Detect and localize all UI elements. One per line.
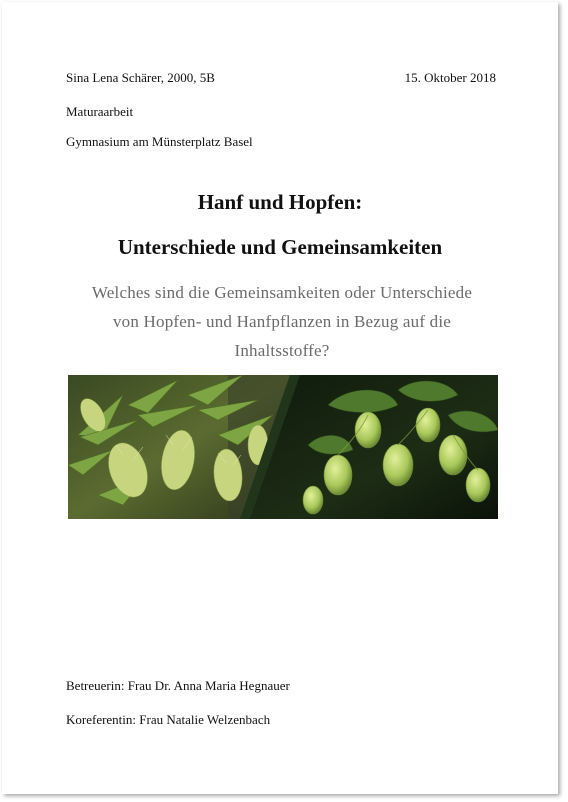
title-line-1: Hanf und Hopfen: bbox=[197, 190, 363, 214]
supervisor-line: Betreuerin: Frau Dr. Anna Maria Hegnauer bbox=[66, 678, 290, 693]
subtitle bbox=[62, 278, 502, 365]
document-page bbox=[2, 2, 558, 794]
hemp-and-hops-photo bbox=[68, 375, 498, 519]
subtitle-line-3: Inhaltsstoffe? bbox=[234, 341, 330, 360]
school-name: Gymnasium am Münsterplatz Basel bbox=[66, 134, 253, 149]
title-line-2: Unterschiede und Gemeinsamkeiten bbox=[117, 235, 443, 259]
date-line: 15. Oktober 2018 bbox=[404, 70, 496, 85]
document-type: Maturaarbeit bbox=[66, 104, 134, 119]
subtitle-line-1: Welches sind die Gemeinsamkeiten oder Unterschiede bbox=[91, 283, 473, 302]
subtitle-line-2: von Hopfen- und Hanfpflanzen in Bezug auf die bbox=[112, 312, 452, 331]
cover-photo bbox=[68, 375, 498, 519]
author-line: Sina Lena Schärer, 2000, 5B bbox=[66, 70, 215, 85]
co-referee-line: Koreferentin: Frau Natalie Welzenbach bbox=[66, 712, 271, 727]
